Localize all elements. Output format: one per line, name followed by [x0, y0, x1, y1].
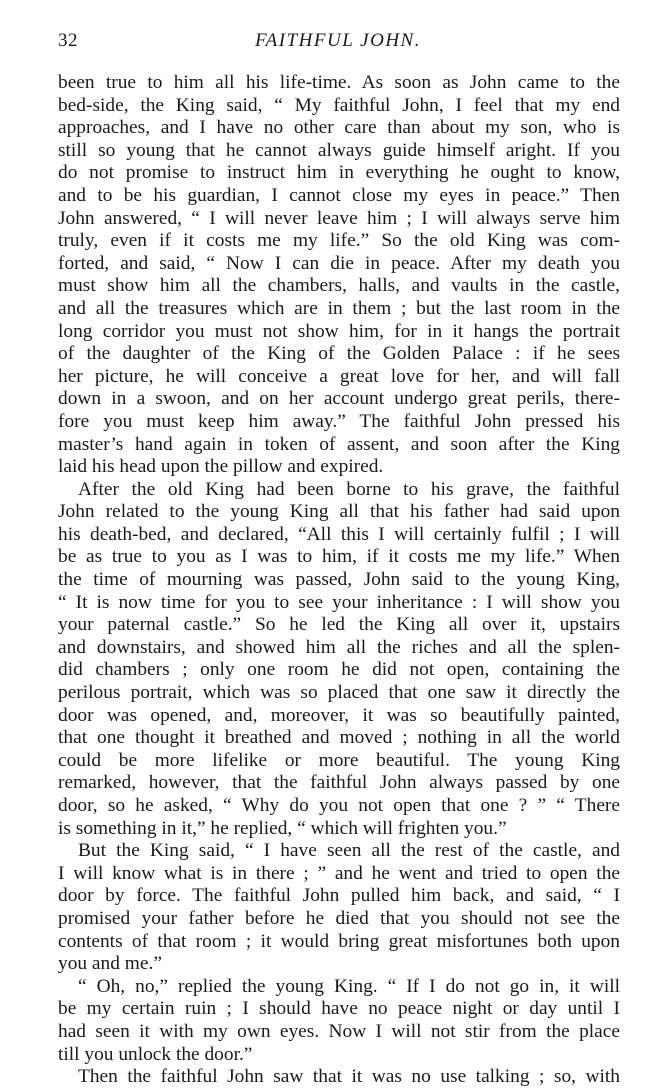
text-line: perilous portrait, which was so placed that one saw it directly the: [58, 682, 620, 704]
page-header: [58, 30, 618, 56]
text-line: be as true to you as I was to him, if it costs me my life.” When: [58, 546, 620, 568]
text-line: and to be his guardian, I cannot close my eyes in peace.” Then: [58, 184, 620, 206]
text-line: contents of that room ; it would bring great misfortunes both upon: [58, 930, 620, 952]
text-line: must show him all the chambers, halls, and vaults in the castle,: [58, 275, 620, 297]
text-line: down in a swoon, and on her account undergo great perils, there-: [58, 388, 620, 410]
text-line: long corridor you must not show him, for in it hangs the portrait: [58, 320, 620, 342]
text-line: promised your father before he died that you should not see the: [58, 907, 620, 929]
text-line: his death-bed, and declared, “All this I will certainly fulfil ; I will: [58, 523, 620, 545]
text-line: your paternal castle.” So he led the King all over it, upstairs: [58, 614, 620, 636]
text-line: John answered, “ I will never leave him ; I will always serve him: [58, 207, 620, 229]
text-line: and all the treasures which are in them ; but the last room in the: [58, 297, 620, 319]
text-line: of the daughter of the King of the Golden Palace : if he sees: [58, 343, 620, 365]
text-line: door was opened, and, moreover, it was so beautifully painted,: [58, 704, 620, 726]
text-line: still so young that he cannot always guide himself aright. If you: [58, 139, 620, 161]
text-line: her picture, he will conceive a great love for her, and will fall: [58, 365, 620, 387]
text-line: remarked, however, that the faithful John always passed by one: [58, 772, 620, 794]
text-line: been true to him all his life-time. As soon as John came to the: [58, 72, 620, 93]
text-line: After the old King had been borne to his grave, the faithful: [78, 478, 620, 500]
text-line: had seen it with my own eyes. Now I will not stir from the place: [58, 1020, 620, 1042]
text-line: forted, and said, “ Now I can die in peace. After my death you: [58, 252, 620, 274]
text-line: truly, even if it costs me my life.” So the old King was com-: [58, 230, 620, 252]
text-line: Then the faithful John saw that it was no use talking ; so, with: [78, 1066, 620, 1088]
text-line: master’s hand again in token of assent, and soon after the King: [58, 433, 620, 455]
text-line: John related to the young King all that his father had said upon: [58, 501, 620, 523]
text-line: fore you must keep him away.” The faithful John pressed his: [58, 410, 620, 432]
text-line: could be more lifelike or more beautiful. The young King: [58, 749, 620, 771]
text-line: is something in it,” he replied, “ which will frighten you.”: [58, 817, 507, 839]
text-line: I will know what is in there ; ” and he went and tried to open the: [58, 862, 620, 884]
text-line: and downstairs, and showed him all the riches and all the splen-: [58, 636, 620, 658]
page-number: 32: [58, 30, 78, 51]
text-line: do not promise to instruct him in everything he ought to know,: [58, 162, 620, 184]
text-line: “ It is now time for you to see your inheritance : I will show you: [58, 591, 620, 613]
text-line: door, so he asked, “ Why do you not open that one ? ” “ There: [58, 795, 620, 816]
body-text: [58, 72, 620, 1089]
text-line: door by force. The faithful John pulled him back, and said, “ I: [58, 885, 620, 907]
running-title: FAITHFUL JOHN.: [255, 30, 421, 51]
text-line: you and me.”: [58, 953, 162, 975]
text-line: till you unlock the door.”: [58, 1043, 253, 1065]
text-line: bed-side, the King said, “ My faithful John, I feel that my end: [58, 94, 620, 116]
text-line: approaches, and I have no other care than about my son, who is: [58, 117, 620, 139]
text-line: that one thought it breathed and moved ; nothing in all the world: [58, 727, 620, 749]
text-line: laid his head upon the pillow and expired.: [58, 456, 384, 478]
text-line: “ Oh, no,” replied the young King. “ If I do not go in, it will: [78, 975, 620, 997]
text-line: the time of mourning was passed, John said to the young King,: [58, 569, 620, 591]
text-line: But the King said, “ I have seen all the rest of the castle, and: [78, 840, 620, 862]
text-line: did chambers ; only one room he did not open, containing the: [58, 659, 620, 681]
text-line: be my certain ruin ; I should have no peace night or day until I: [58, 998, 620, 1020]
